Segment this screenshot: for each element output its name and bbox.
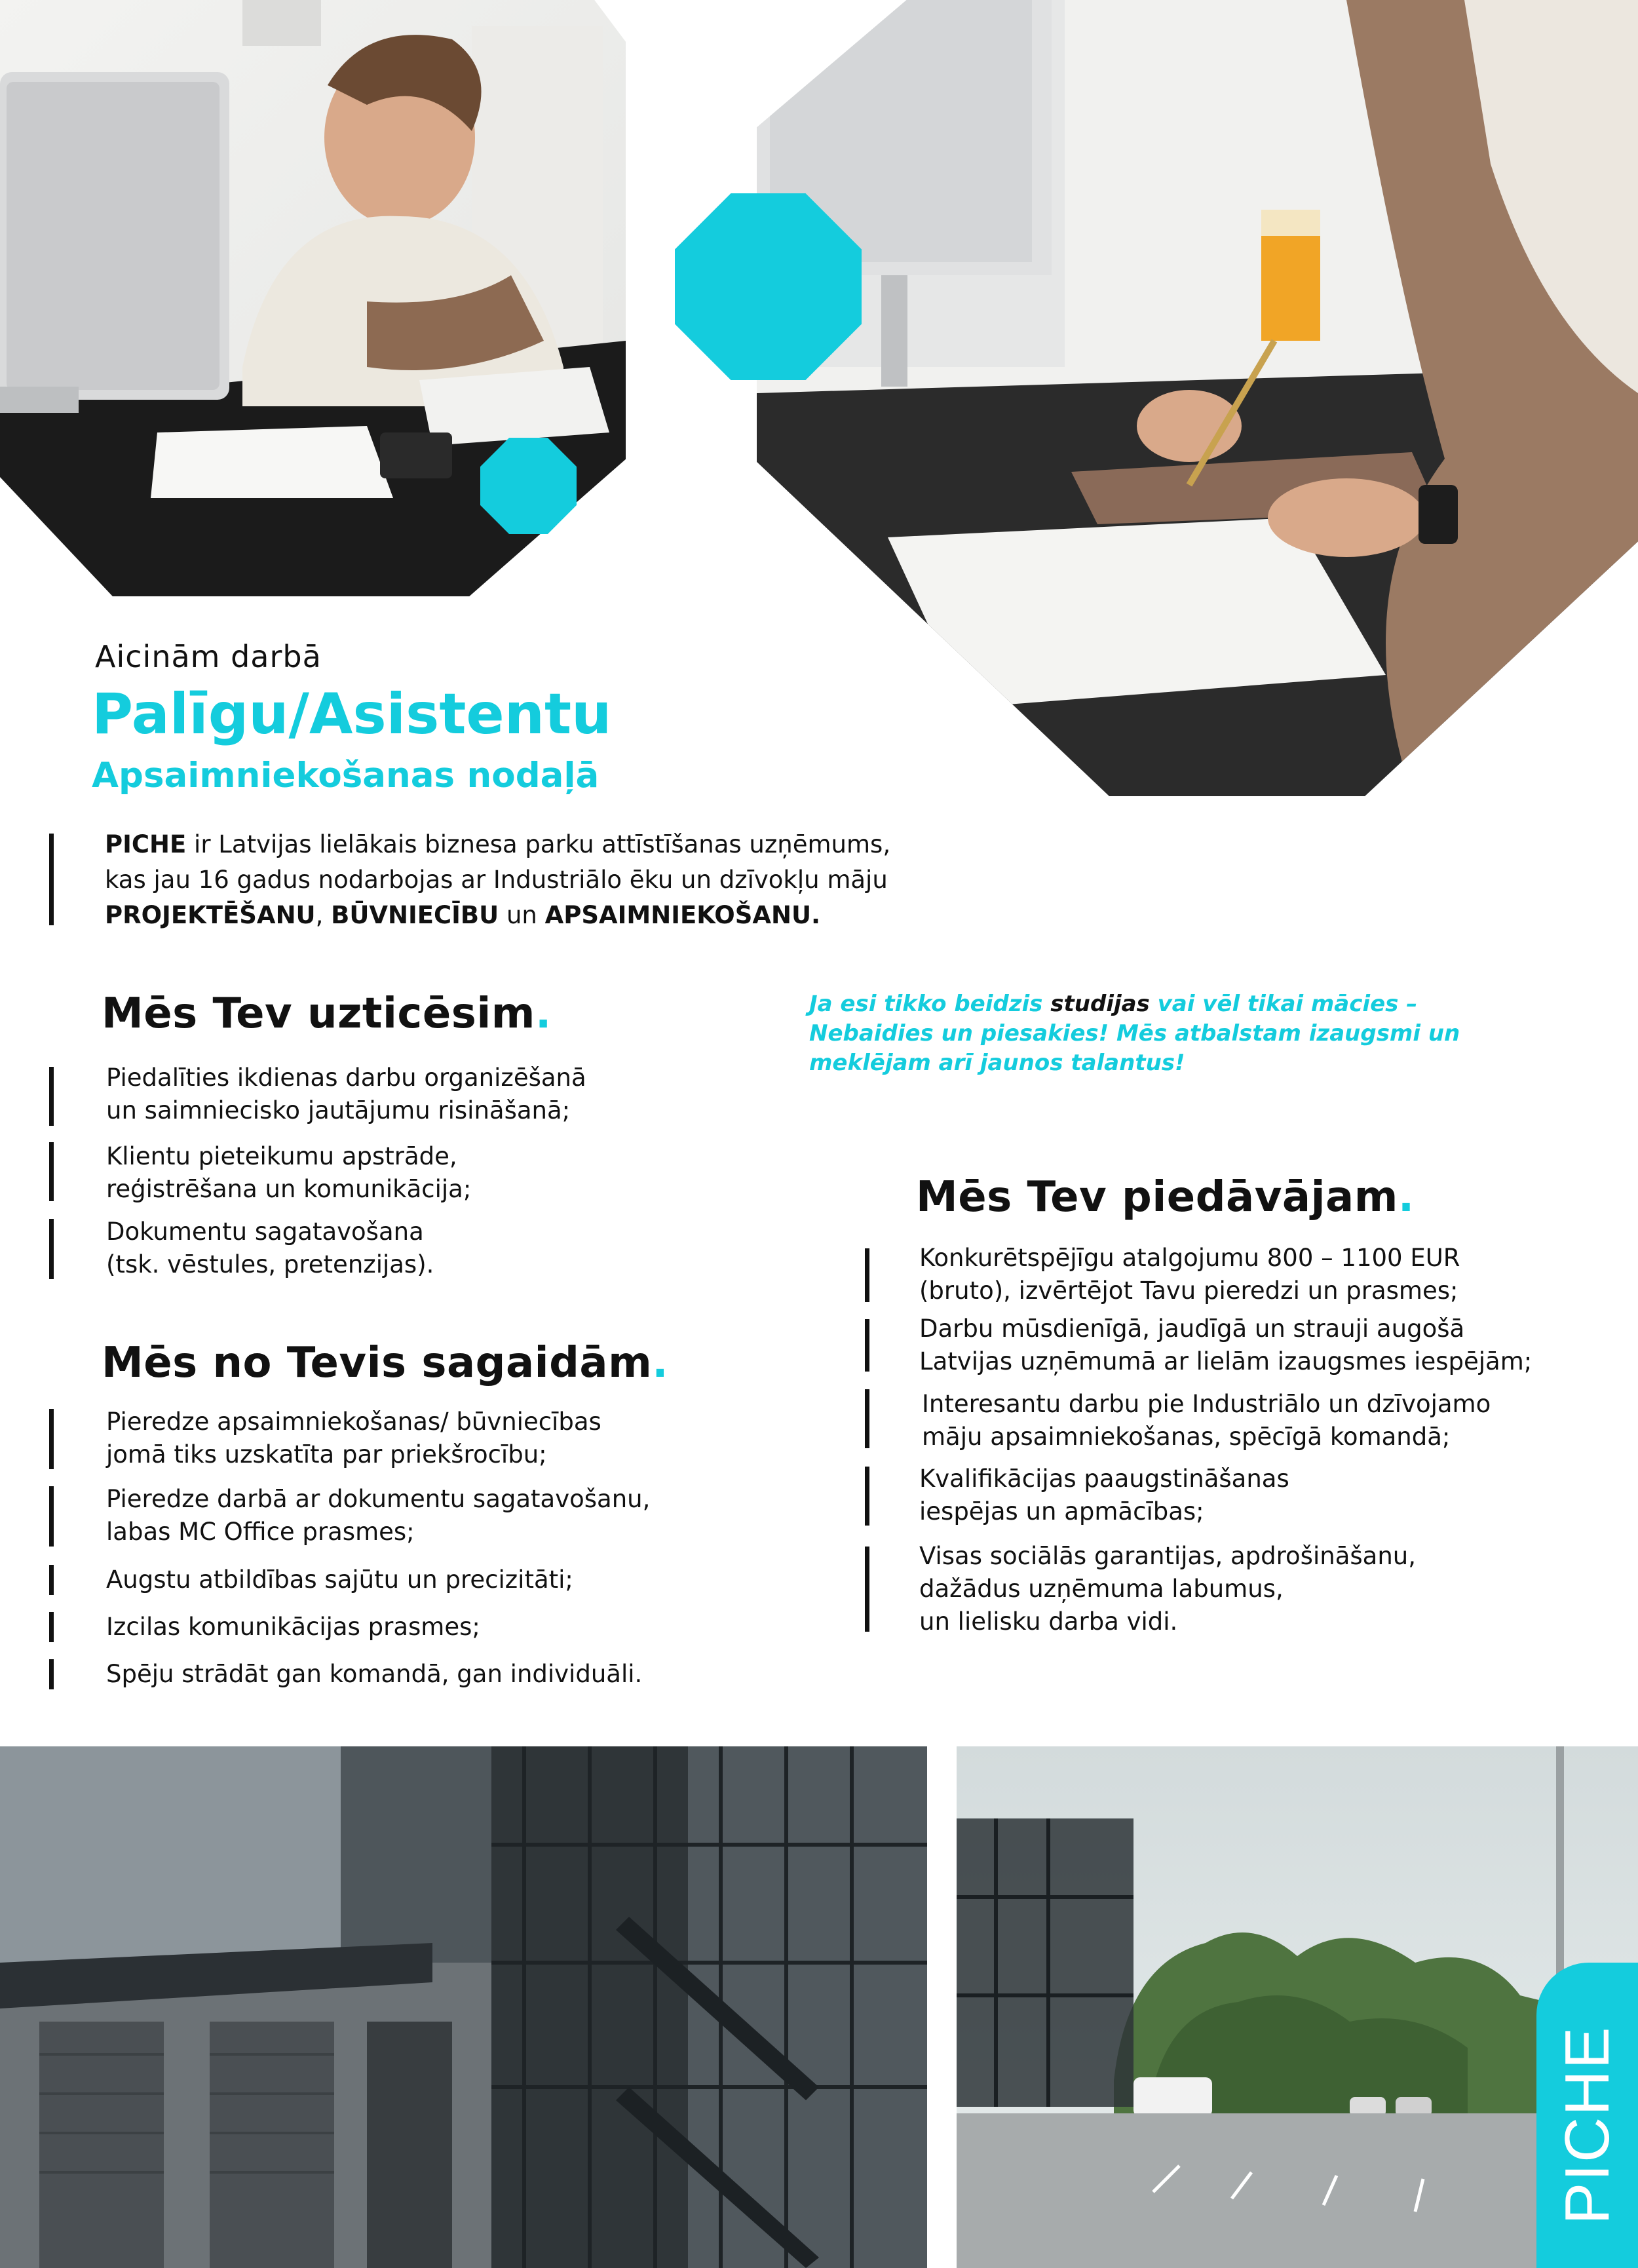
offer-item-bar: [865, 1389, 869, 1448]
trust-item-bar: [49, 1067, 54, 1126]
department-title: Apsaimniekošanas nodaļā: [92, 756, 600, 796]
expect-item: Izcilas komunikācijas prasmes;: [106, 1613, 480, 1641]
offer-item-bar: [865, 1547, 869, 1632]
offer-item: Interesantu darbu pie Industriālo un dzīvojamo māju apsaimniekošanas, spēcīgā komandā;: [922, 1390, 1491, 1451]
expect-item: Pieredze darbā ar dokumentu sagatavošanu, labas MC Office prasmes;: [106, 1485, 651, 1546]
trust-item: Klientu pieteikumu apstrāde, reģistrēšana un komunikācija;: [106, 1142, 472, 1203]
offer-item: Darbu mūsdienīgā, jaudīgā un strauji augošā Latvijas uzņēmumā ar lielām izaugsmes iespējām;: [919, 1315, 1533, 1375]
expect-item-bar: [49, 1659, 54, 1689]
building-photo-parking: [957, 1746, 1638, 2268]
offer-item-bar: [865, 1248, 869, 1302]
expect-item-bar: [49, 1409, 54, 1469]
intro-bar: [49, 834, 54, 925]
position-title: Palīgu/Asistentu: [92, 682, 612, 747]
decor-octagon-large: [675, 193, 862, 380]
offer-item-bar: [865, 1319, 869, 1372]
expect-item: Pieredze apsaimniekošanas/ būvniecības jomā tiks uzskatīta par priekšrocību;: [106, 1408, 601, 1469]
expect-item-bar: [49, 1612, 54, 1642]
trust-item-bar: [49, 1142, 54, 1201]
section-title-trust: Mēs Tev uzticēsim.: [102, 990, 552, 1038]
company-name: PICHE: [105, 830, 187, 858]
invite-text: Aicinām darbā: [95, 639, 322, 674]
expect-item-bar: [49, 1565, 54, 1595]
offer-item: Konkurētspējīgu atalgojumu 800 – 1100 EUR (bruto), izvērtējot Tavu pieredzi un prasmes;: [919, 1244, 1460, 1305]
piche-logo-text: PICHE: [1552, 2026, 1622, 2225]
section-title-offer: Mēs Tev piedāvājam.: [916, 1173, 1415, 1221]
intro-text: PICHE ir Latvijas lielākais biznesa parku attīstīšanas uzņēmums, kas jau 16 gadus nodarbojas ar Industriālo ēku un dzīvokļu māju PROJEKTĒŠANU, BŪVNIECĪBU un APSAIMNIEKOŠANU.: [105, 830, 891, 929]
offer-item: Kvalifikācijas paaugstināšanas iespējas un apmācības;: [919, 1465, 1289, 1526]
piche-logo: [1536, 1963, 1638, 2268]
expect-item: Augstu atbildības sajūtu un precizitāti;: [106, 1566, 573, 1594]
trust-item: Dokumentu sagatavošana (tsk. vēstules, pretenzijas).: [106, 1218, 434, 1278]
office-photo-hands-writing: [757, 0, 1638, 796]
expect-item-bar: [49, 1486, 54, 1547]
trust-item-bar: [49, 1219, 54, 1279]
section-title-expect: Mēs no Tevis sagaidām.: [102, 1339, 669, 1387]
students-callout: Ja esi tikko beidzis studijas vai vēl tikai mācies – Nebaidies un piesakies! Mēs atbalstam izaugsmi un meklējam arī jaunos talantus!: [809, 991, 1460, 1076]
expect-item: Spēju strādāt gan komandā, gan individuāli.: [106, 1660, 643, 1688]
trust-item: Piedalīties ikdienas darbu organizēšanā un saimniecisko jautājumu risināšanā;: [106, 1064, 586, 1124]
offer-item-bar: [865, 1467, 869, 1526]
building-photo-facade: [0, 1746, 927, 2268]
offer-item: Visas sociālās garantijas, apdrošināšanu, dažādus uzņēmuma labumus, un lielisku darba vidi.: [919, 1542, 1416, 1636]
